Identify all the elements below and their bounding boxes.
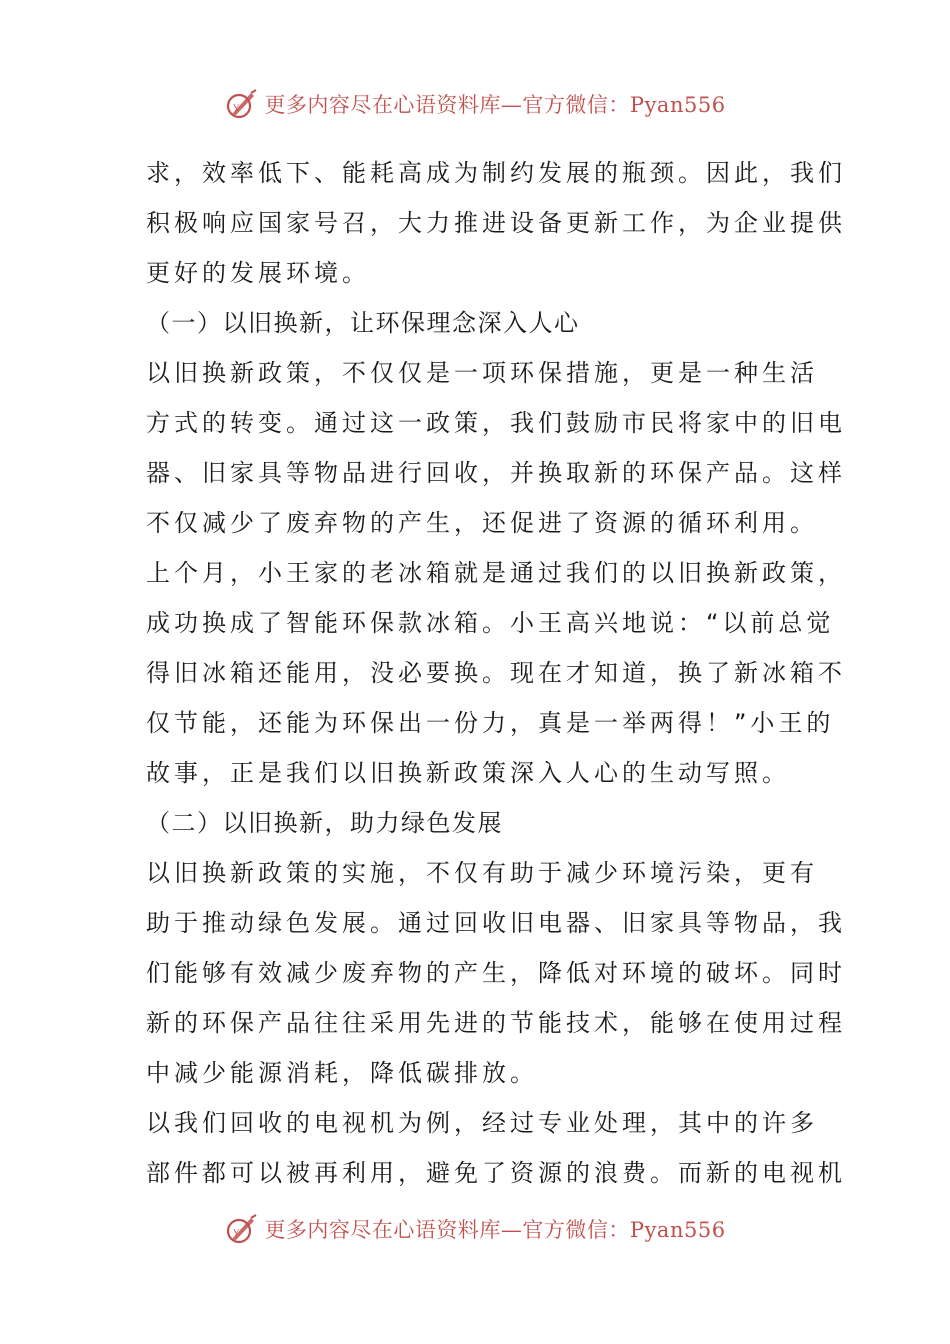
body-line: 更好的发展环境。 bbox=[146, 259, 370, 287]
body-line: 方式的转变。通过这一政策，我们鼓励市民将家中的旧电 bbox=[146, 409, 846, 437]
document-body bbox=[146, 148, 846, 1198]
header-banner bbox=[0, 84, 950, 124]
banner-text: 更多内容尽在心语资料库—官方微信：Pyan556 bbox=[264, 1218, 726, 1242]
body-line: 以我们回收的电视机为例，经过专业处理，其中的许多 bbox=[146, 1109, 818, 1137]
section-heading-1: （一）以旧换新，让环保理念深入人心 bbox=[146, 309, 580, 337]
body-line: 成功换成了智能环保款冰箱。小王高兴地说：“以前总觉 bbox=[146, 609, 835, 637]
body-line: 以旧换新政策的实施，不仅有助于减少环境污染，更有 bbox=[146, 859, 818, 887]
quill-logo-icon bbox=[224, 1212, 258, 1246]
body-line: 新的环保产品往往采用先进的节能技术，能够在使用过程 bbox=[146, 1009, 846, 1037]
body-line: 仅节能，还能为环保出一份力，真是一举两得！”小王的 bbox=[146, 709, 835, 737]
body-line: 以旧换新政策，不仅仅是一项环保措施，更是一种生活 bbox=[146, 359, 818, 387]
svg-text:Y: Y bbox=[233, 103, 240, 113]
body-line: 中减少能源消耗，降低碳排放。 bbox=[146, 1059, 538, 1087]
svg-text:Y: Y bbox=[233, 1228, 240, 1238]
body-line: 积极响应国家号召，大力推进设备更新工作，为企业提供 bbox=[146, 209, 846, 237]
body-line: 们能够有效减少废弃物的产生，降低对环境的破坏。同时 bbox=[146, 959, 846, 987]
body-line: 求，效率低下、能耗高成为制约发展的瓶颈。因此，我们 bbox=[146, 159, 846, 187]
body-line: 器、旧家具等物品进行回收，并换取新的环保产品。这样 bbox=[146, 459, 846, 487]
body-line: 部件都可以被再利用，避免了资源的浪费。而新的电视机 bbox=[146, 1159, 846, 1187]
quill-logo-icon bbox=[224, 87, 258, 121]
body-line: 故事，正是我们以旧换新政策深入人心的生动写照。 bbox=[146, 759, 790, 787]
banner-text: 更多内容尽在心语资料库—官方微信：Pyan556 bbox=[264, 93, 726, 117]
body-line: 得旧冰箱还能用，没必要换。现在才知道，换了新冰箱不 bbox=[146, 659, 846, 687]
section-heading-2: （二）以旧换新，助力绿色发展 bbox=[146, 809, 503, 837]
footer-banner bbox=[0, 1209, 950, 1249]
body-line: 上个月，小王家的老冰箱就是通过我们的以旧换新政策， bbox=[146, 559, 846, 587]
body-line: 不仅减少了废弃物的产生，还促进了资源的循环利用。 bbox=[146, 509, 818, 537]
body-line: 助于推动绿色发展。通过回收旧电器、旧家具等物品，我 bbox=[146, 909, 846, 937]
